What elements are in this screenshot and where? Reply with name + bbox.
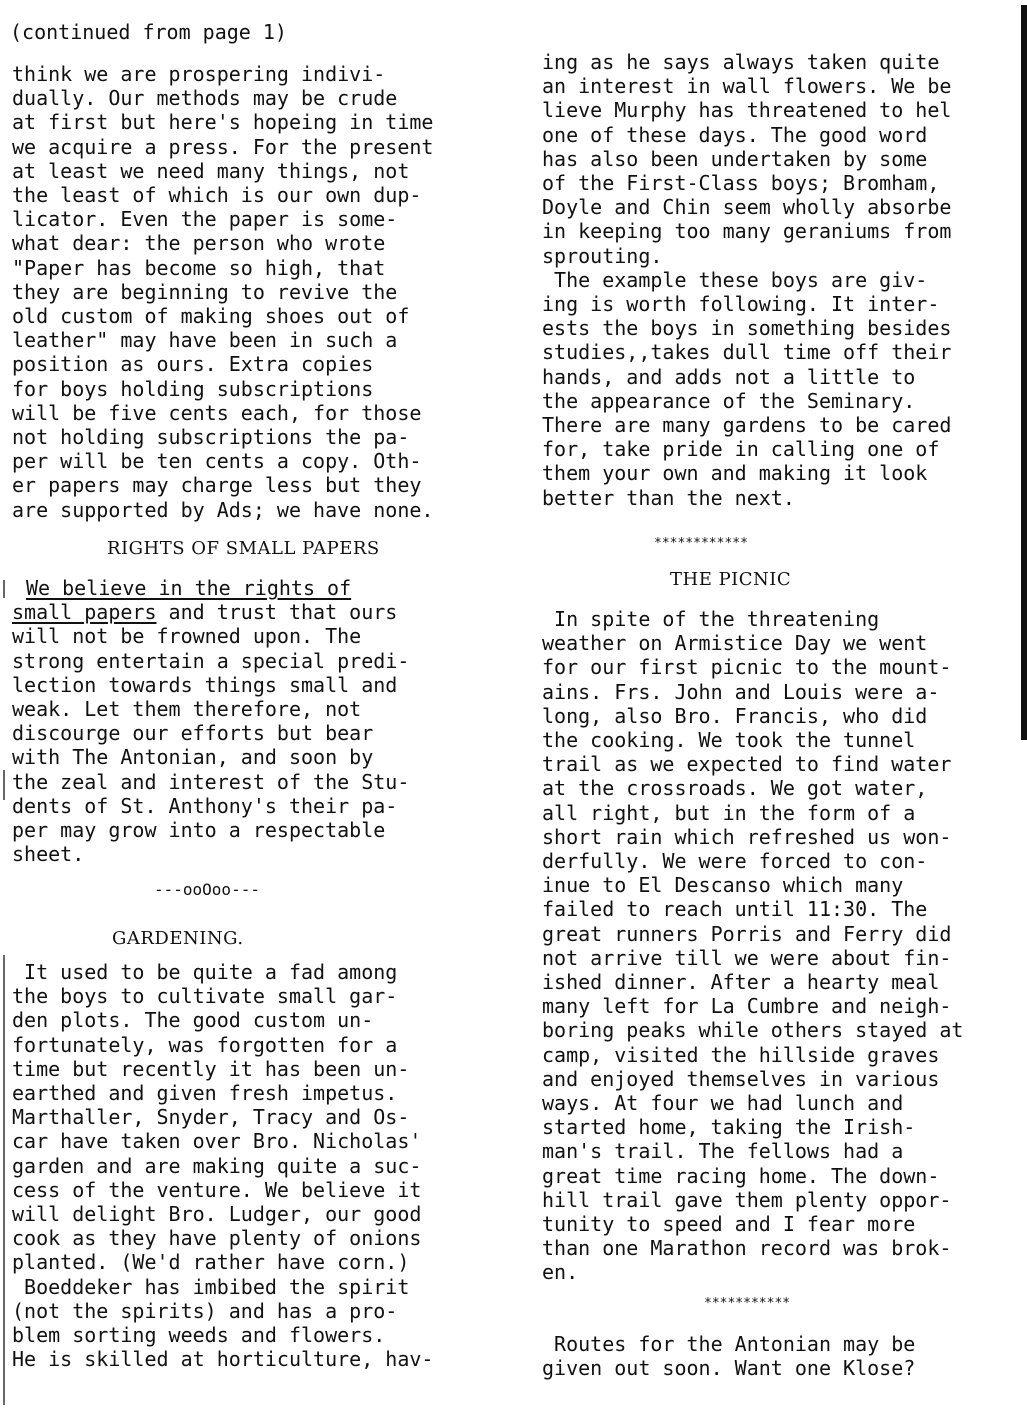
text-line: tunity to speed and I fear more xyxy=(542,1212,916,1236)
text-line: blem sorting weeds and flowers. xyxy=(12,1323,386,1347)
stars-divider: ************ xyxy=(654,536,748,551)
text-line: all right, but in the form of a xyxy=(542,800,916,825)
text-line: sheet. xyxy=(12,842,85,867)
text-line: There are many gardens to be cared xyxy=(542,413,952,437)
text-line: en. xyxy=(542,1260,579,1285)
text-line: many left for La Cumbre and neigh- xyxy=(542,994,952,1019)
text-line: Routes for the Antonian may be xyxy=(542,1332,916,1356)
text-line: what dear: the person who wrote xyxy=(12,231,386,256)
text-line: leather" may have been in such a xyxy=(12,328,398,353)
text-line: (not the spirits) and has a pro- xyxy=(12,1298,398,1323)
text-line: man's trail. The fellows had a xyxy=(542,1139,904,1164)
text-line: has also been undertaken by some xyxy=(542,146,928,171)
text-line: strong entertain a special predi- xyxy=(12,648,410,673)
text-line: the appearance of the Seminary. xyxy=(542,388,916,413)
text-line: weak. Let them therefore, not xyxy=(12,697,362,721)
text-line: at first but here's hopeing in time xyxy=(12,110,434,135)
text-line: per may grow into a respectable xyxy=(12,818,386,842)
text-line: great time racing home. The down- xyxy=(542,1163,940,1188)
text-line: earthed and given fresh impetus. xyxy=(12,1081,398,1105)
text-line: great runners Porris and Ferry did xyxy=(542,921,952,946)
picnic-heading: THE PICNIC xyxy=(670,569,792,590)
text-line: sprouting. xyxy=(542,243,663,268)
text-line: position as ours. Extra copies xyxy=(12,352,374,377)
text-line: We believe in the rights of xyxy=(26,576,352,600)
text-line: per will be ten cents a copy. Oth- xyxy=(12,449,422,474)
text-line: cess of the venture. We believe it xyxy=(12,1177,422,1202)
margin-mark xyxy=(3,955,5,1405)
text-line: they are beginning to revive the xyxy=(12,279,398,304)
text-line: an interest in wall flowers. We be xyxy=(542,74,952,99)
text-line: at least we need many things, not xyxy=(12,158,410,183)
text-line xyxy=(12,600,397,624)
text-line: hands, and adds not a little to xyxy=(542,364,916,389)
text-line: not holding subscriptions the pa- xyxy=(12,425,410,449)
text-line: time but recently it has been un- xyxy=(12,1056,410,1081)
text-line: It used to be quite a fad among xyxy=(12,960,398,984)
text-line: den plots. The good custom un- xyxy=(12,1008,374,1033)
text-line: of the First-Class boys; Bromham, xyxy=(542,171,940,195)
text-line: "Paper has become so high, that xyxy=(12,255,386,280)
text-line: ains. Frs. John and Louis were a- xyxy=(542,679,940,704)
text-line: the cooking. We took the tunnel xyxy=(542,728,916,752)
text-line: not arrive till we were about fin- xyxy=(542,945,952,970)
text-line: ways. At four we had lunch and xyxy=(542,1091,904,1115)
text-line: studies,,takes dull time off their xyxy=(542,340,952,365)
separator-ornament: ---ooOoo--- xyxy=(154,880,260,899)
text-line: lection towards things small and xyxy=(12,672,398,697)
text-line: the least of which is our own dup- xyxy=(12,183,422,207)
text-line: hill trail gave them plenty oppor- xyxy=(542,1187,952,1212)
text-line: short rain which refreshed us won- xyxy=(542,824,952,849)
text-line: ished dinner. After a hearty meal xyxy=(542,970,940,994)
text-line: will not be frowned upon. The xyxy=(12,624,362,649)
text-line: one of these days. The good word xyxy=(542,122,928,147)
text-line: derfully. We were forced to con- xyxy=(542,849,928,873)
scan-edge-bar xyxy=(1021,5,1027,740)
text-line: weather on Armistice Day we went xyxy=(542,631,928,656)
text-line: better than the next. xyxy=(542,485,795,510)
text-line: fortunately, was forgotten for a xyxy=(12,1032,398,1057)
text-line: the boys to cultivate small gar- xyxy=(12,984,398,1009)
text-line: dents of St. Anthony's their pa- xyxy=(12,793,398,818)
text-line: them your own and making it look xyxy=(542,461,928,486)
text-line: camp, visited the hillside graves xyxy=(542,1042,940,1067)
text-line: for boys holding subscriptions xyxy=(12,376,374,401)
text-line: for, take pride in calling one of xyxy=(542,437,940,462)
text-line: started home, taking the Irish- xyxy=(542,1115,916,1140)
text-line: long, also Bro. Francis, who did xyxy=(542,703,928,728)
text-line: ing as he says always taken quite xyxy=(542,50,940,74)
text-line: think we are prospering indivi- xyxy=(12,62,386,86)
gardening-heading: GARDENING. xyxy=(112,928,244,949)
text-line: ests the boys in something besides xyxy=(542,316,952,341)
text-line: and enjoyed themselves in various xyxy=(542,1066,940,1091)
continued-note: (continued from page 1) xyxy=(10,20,287,44)
text-line: will delight Bro. Ludger, our good xyxy=(12,1202,422,1226)
text-line: dually. Our methods may be crude xyxy=(12,86,398,111)
text-line: inue to El Descanso which many xyxy=(542,873,904,898)
text-line: Doyle and Chin seem wholly absorbe xyxy=(542,195,952,220)
underlined-phrase: small papers xyxy=(12,600,157,625)
text-line: car have taken over Bro. Nicholas' xyxy=(12,1129,422,1154)
text-line: at the crossroads. We got water, xyxy=(542,776,928,801)
text-line: Boeddeker has imbibed the spirit xyxy=(12,1274,410,1299)
text-line: trail as we expected to find water xyxy=(542,752,952,777)
text-line: will be five cents each, for those xyxy=(12,400,422,425)
text-line: In spite of the threatening xyxy=(542,607,880,631)
text-line: er papers may charge less but they xyxy=(12,473,422,498)
text-line: lieve Murphy has threatened to hel xyxy=(542,98,952,123)
line-rest: and trust that ours xyxy=(156,600,398,625)
margin-mark xyxy=(3,770,5,800)
text-line: The example these boys are giv- xyxy=(542,267,928,292)
text-line: than one Marathon record was brok- xyxy=(542,1236,952,1261)
text-line: planted. (We'd rather have corn.) xyxy=(12,1250,410,1275)
text-line: He is skilled at horticulture, hav- xyxy=(12,1347,434,1372)
text-line: cook as they have plenty of onions xyxy=(12,1226,422,1251)
stars-divider: *********** xyxy=(704,1296,791,1311)
margin-mark xyxy=(3,580,5,598)
text-line: Marthaller, Snyder, Tracy and Os- xyxy=(12,1105,410,1130)
text-line: old custom of making shoes out of xyxy=(12,304,410,328)
text-line: licator. Even the paper is some- xyxy=(12,207,398,232)
rights-heading: RIGHTS OF SMALL PAPERS xyxy=(107,538,380,559)
text-line: given out soon. Want one Klose? xyxy=(542,1356,916,1381)
text-line: with The Antonian, and soon by xyxy=(12,745,374,770)
text-line: failed to reach until 11:30. The xyxy=(542,897,928,922)
text-line: ing is worth following. It inter- xyxy=(542,292,940,316)
text-line: in keeping too many geraniums from xyxy=(542,219,952,244)
text-line: garden and are making quite a suc- xyxy=(12,1153,422,1178)
text-line: are supported by Ads; we have none. xyxy=(12,497,434,522)
text-line: the zeal and interest of the Stu- xyxy=(12,769,410,794)
text-line: discourge our efforts but bear xyxy=(12,721,374,746)
text-line: boring peaks while others stayed at xyxy=(542,1018,964,1043)
text-line: for our first picnic to the mount- xyxy=(542,655,952,680)
text-line: we acquire a press. For the present xyxy=(12,134,434,159)
